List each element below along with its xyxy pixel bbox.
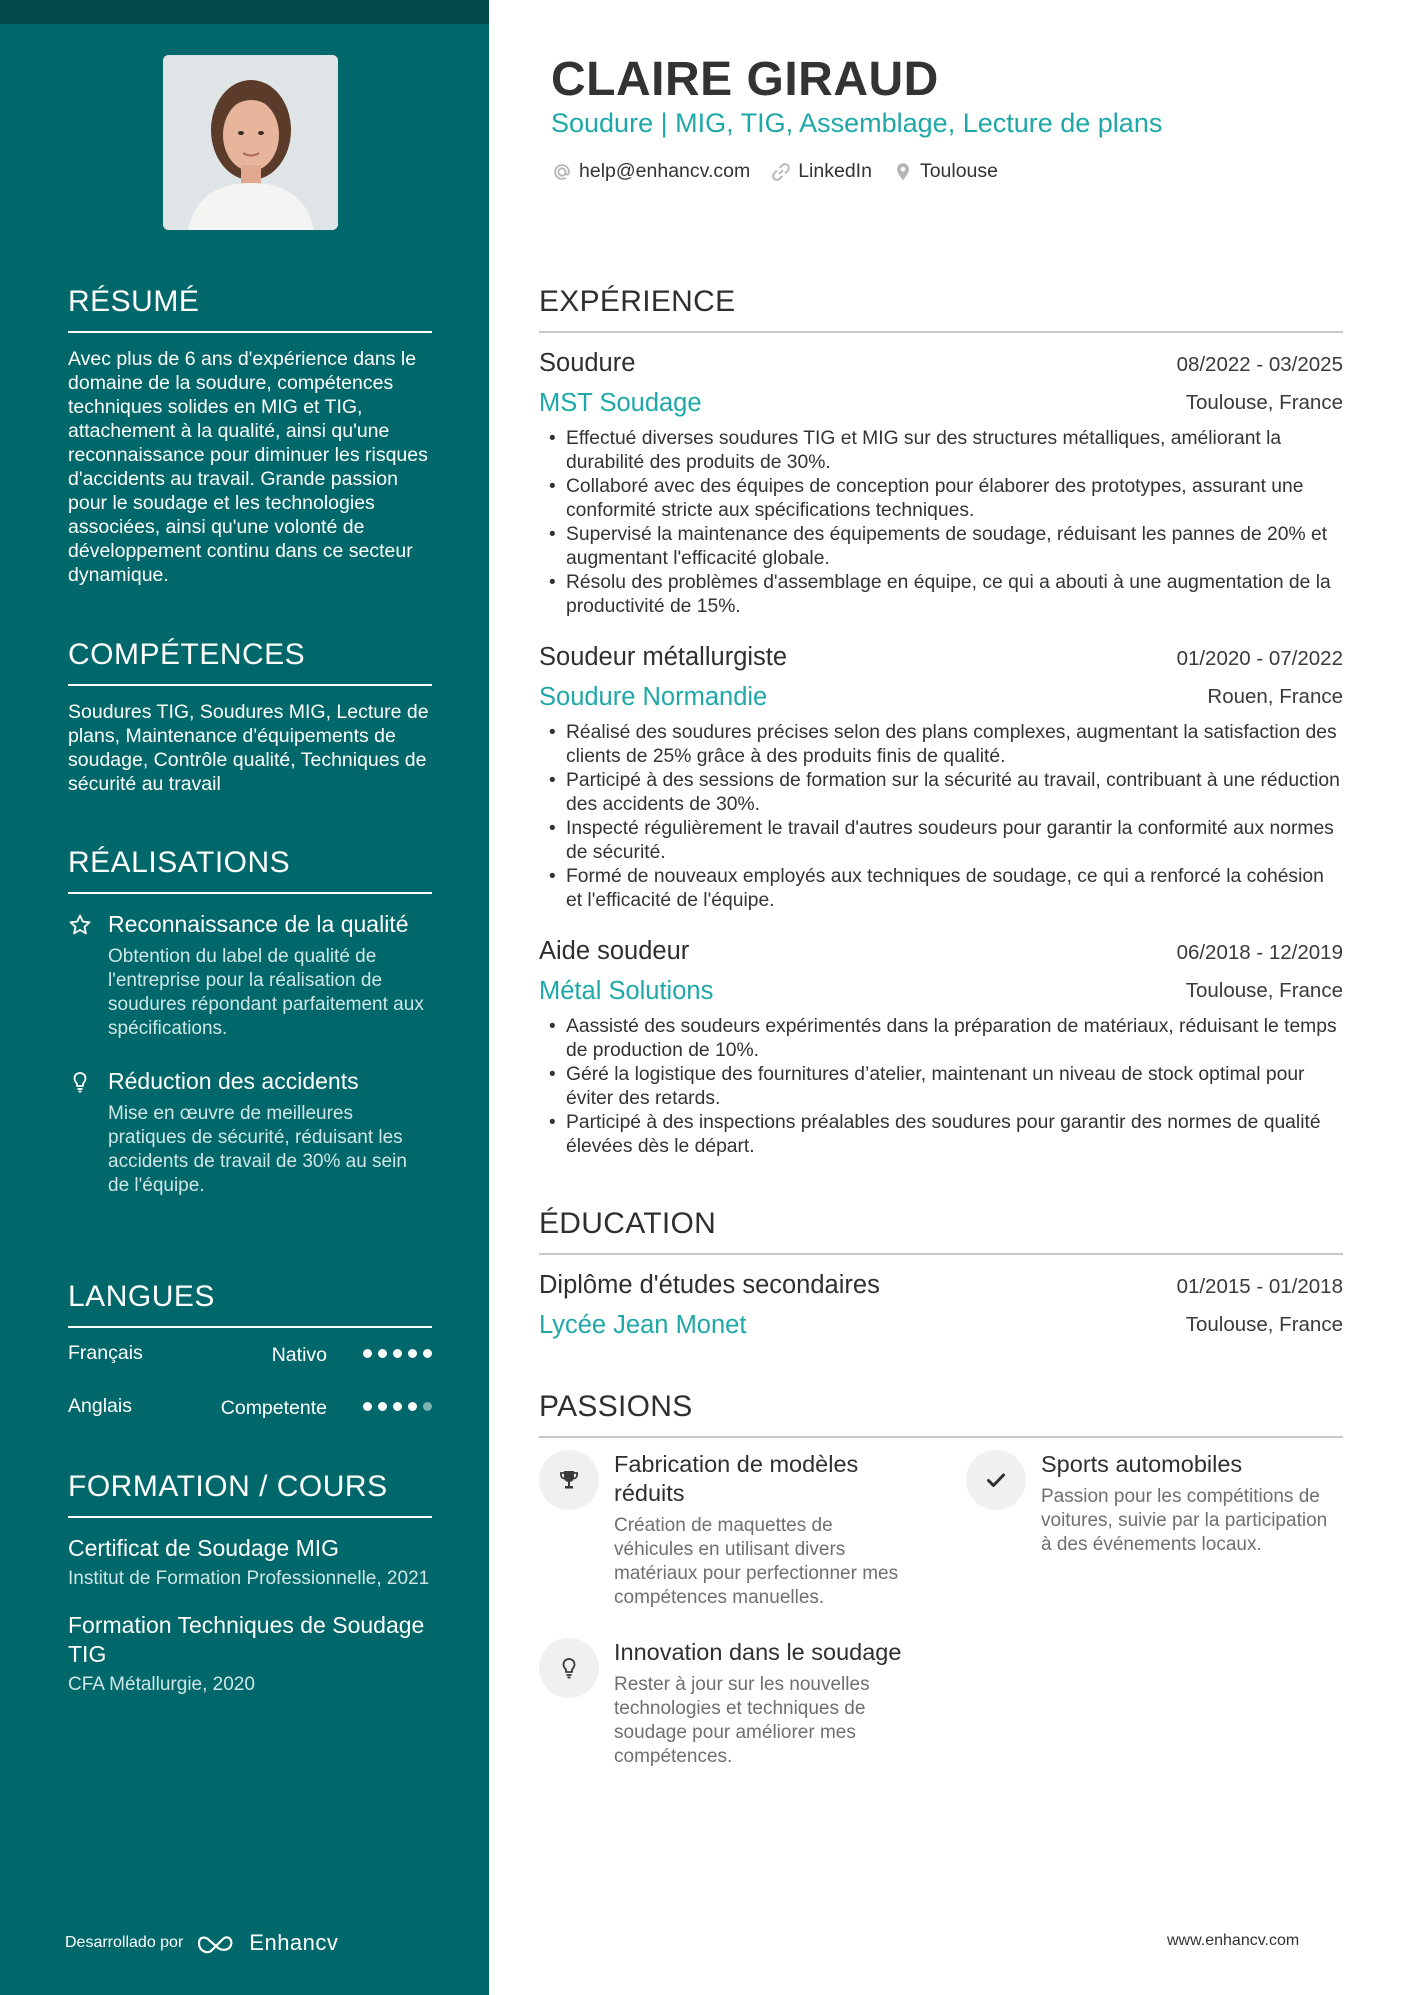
lightbulb-icon: [557, 1656, 581, 1680]
passions-title: PASSIONS: [539, 1390, 1343, 1438]
passion-desc: Rester à jour sur les nouvelles technologies et techniques de soudage pour améliorer mes compétences.: [614, 1674, 870, 1767]
profile-photo: [163, 55, 338, 230]
job-entry: [539, 937, 1343, 1159]
job-location: Rouen, France: [1207, 685, 1343, 708]
lightbulb-icon: [68, 1070, 92, 1094]
rating-dot: [363, 1349, 372, 1358]
bullet-item: • Réalisé des soudures précises selon des plans complexes, augmentant la satisfaction des clients de 25% grâce à des produits finis de qualité.: [539, 721, 1343, 769]
rating-dot: [423, 1349, 432, 1358]
enhancv-logo[interactable]: [195, 1930, 338, 1956]
language-row: [68, 1328, 432, 1381]
bullet-item: • Aassisté des soudeurs expérimentés dans la préparation de matériaux, réduisant le temps de production de 10%.: [539, 1015, 1343, 1063]
job-company: MST Soudage: [539, 389, 702, 417]
main-content: [539, 0, 1343, 1995]
language-level: Nativo: [271, 1344, 327, 1366]
job-entry: [539, 349, 1343, 619]
bullet-item: • Inspecté régulièrement le travail d'autres soudeurs pour garantir la conformité aux normes de sécurité.: [539, 817, 1343, 865]
bullet-item: • Effectué diverses soudures TIG et MIG sur des structures métalliques, améliorant la durabilité des produits de 30%.: [539, 427, 1343, 475]
job-bullets: [539, 721, 1343, 913]
job-bullets: [539, 1015, 1343, 1159]
profile-photo-illustration: [163, 55, 338, 230]
email-text: help@enhancv.com: [579, 160, 751, 182]
languages-title: LANGUES: [68, 1280, 432, 1328]
job-company: Soudure Normandie: [539, 683, 768, 711]
at-icon: [551, 161, 573, 183]
language-rating: [363, 1349, 432, 1358]
rating-dot: [393, 1349, 402, 1358]
courses-section: [68, 1470, 432, 1697]
achievement-item: [68, 1067, 432, 1198]
job-bullets: [539, 427, 1343, 619]
bullet-item: • Participé à des inspections préalables des soudures pour garantir des normes de qualité élevées dès le départ.: [539, 1111, 1343, 1159]
bullet-item: • Collaboré avec des équipes de conception pour élaborer des prototypes, assurant une conformité stricte aux spécifications techniques.: [539, 475, 1343, 523]
contact-bar: [551, 160, 998, 183]
contact-linkedin[interactable]: [770, 160, 872, 183]
passion-title: Innovation dans le soudage: [614, 1639, 902, 1665]
rating-dot: [363, 1402, 372, 1411]
bullet-item: • Supervisé la maintenance des équipements de soudage, réduisant les pannes de 20% et augmentant l'efficacité globale.: [539, 523, 1343, 571]
trophy-icon: [557, 1468, 581, 1492]
powered-by-label: Desarrollado por: [65, 1934, 184, 1951]
job-company: Métal Solutions: [539, 977, 714, 1005]
experience-section: [539, 285, 1343, 1159]
bullet-item: • Formé de nouveaux employés aux techniques de soudage, ce qui a renforcé la cohésion et l'efficacité de l'équipe.: [539, 865, 1343, 913]
resume-section: [68, 285, 432, 587]
language-name: Anglais: [68, 1395, 132, 1417]
rating-dot: [408, 1349, 417, 1358]
passions-section: [539, 1390, 1343, 1767]
sidebar-top-bar: [0, 0, 489, 24]
candidate-headline: Soudure | MIG, TIG, Assemblage, Lecture de plans: [551, 108, 1163, 138]
achievement-title: Reconnaissance de la qualité: [108, 911, 409, 937]
rating-dot: [393, 1402, 402, 1411]
bullet-item: • Géré la logistique des fournitures d’atelier, maintenant un niveau de stock optimal pour éviter des retards.: [539, 1063, 1343, 1111]
job-title: Soudure: [539, 349, 636, 377]
achievement-desc: Mise en œuvre de meilleures pratiques de sécurité, réduisant les accidents de travail de 30% au sein de l'équipe.: [108, 1103, 407, 1196]
job-location: Toulouse, France: [1185, 979, 1343, 1002]
course-title: Formation Techniques de Soudage TIG: [68, 1612, 425, 1667]
powered-by: [65, 1930, 338, 1956]
passion-desc: Création de maquettes de véhicules en utilisant divers matériaux pour perfectionner mes compétences manuelles.: [614, 1515, 899, 1608]
passion-icon-circle: [539, 1638, 599, 1698]
contact-location: [892, 160, 998, 183]
courses-title: FORMATION / COURS: [68, 1470, 432, 1518]
location-text: Toulouse: [919, 160, 998, 182]
language-rating: [363, 1402, 432, 1411]
star-icon: [68, 913, 92, 937]
rating-dot: [408, 1402, 417, 1411]
education-entry: [539, 1271, 1343, 1343]
languages-section: [68, 1280, 432, 1434]
job-title: Soudeur métallurgiste: [539, 643, 788, 671]
skills-section: [68, 638, 432, 796]
candidate-name: CLAIRE GIRAUD: [551, 53, 939, 106]
achievements-title: RÉALISATIONS: [68, 846, 432, 894]
rating-dot: [378, 1349, 387, 1358]
school-location: Toulouse, France: [1185, 1313, 1343, 1336]
enhancv-name: Enhancv: [249, 1930, 339, 1955]
job-title: Aide soudeur: [539, 937, 690, 965]
linkedin-text: LinkedIn: [798, 160, 872, 182]
school-name: Lycée Jean Monet: [539, 1311, 747, 1339]
degree-title: Diplôme d'études secondaires: [539, 1271, 880, 1299]
website-link[interactable]: www.enhancv.com: [1167, 1932, 1300, 1949]
passion-title: Sports automobiles: [1041, 1451, 1243, 1477]
link-icon: [770, 161, 792, 183]
job-entry: [539, 643, 1343, 913]
achievement-title: Réduction des accidents: [108, 1068, 359, 1094]
skills-title: COMPÉTENCES: [68, 638, 432, 686]
passion-title: Fabrication de modèles réduits: [614, 1451, 859, 1506]
resume-text: Avec plus de 6 ans d'expérience dans le domaine de la soudure, compétences techniques solides en MIG et TIG, attachement à la qualité, ainsi qu'une reconnaissance pour diminuer les risques d'accidents au travail. Grande passion pour le soudage et les technologies associées, ainsi qu'une volonté de développement continu dans ce secteur dynamique.: [68, 348, 428, 586]
language-level: Competente: [220, 1397, 327, 1419]
skills-text: Soudures TIG, Soudures MIG, Lecture de plans, Maintenance d'équipements de soudage, Contrôle qualité, Techniques de sécurité au travail: [68, 701, 429, 795]
job-location: Toulouse, France: [1185, 391, 1343, 414]
passion-icon-circle: [966, 1450, 1026, 1510]
contact-email[interactable]: [551, 160, 750, 183]
sidebar: [0, 0, 489, 1995]
job-dates: 06/2018 - 12/2019: [1176, 941, 1343, 964]
course-institution: Institut de Formation Professionnelle, 2021: [68, 1568, 430, 1589]
passion-desc: Passion pour les compétitions de voitures, suivie par la participation à des événements locaux.: [1041, 1486, 1328, 1555]
resume-title: RÉSUMÉ: [68, 285, 432, 333]
location-pin-icon: [892, 161, 914, 183]
achievement-desc: Obtention du label de qualité de l'entreprise pour la réalisation de soudures répondant parfaitement aux spécifications.: [108, 946, 424, 1039]
checkmark-icon: [984, 1468, 1008, 1492]
language-row: [68, 1381, 432, 1434]
course-item: [68, 1534, 432, 1591]
achievement-item: [68, 910, 432, 1041]
achievements-section: [68, 846, 432, 1198]
rating-dot: [423, 1402, 432, 1411]
course-institution: CFA Métallurgie, 2020: [68, 1674, 255, 1695]
education-section: [539, 1207, 1343, 1343]
education-title: ÉDUCATION: [539, 1207, 1343, 1255]
job-dates: 08/2022 - 03/2025: [1176, 353, 1343, 376]
job-dates: 01/2020 - 07/2022: [1176, 647, 1343, 670]
passion-icon-circle: [539, 1450, 599, 1510]
course-title: Certificat de Soudage MIG: [68, 1535, 340, 1561]
experience-title: EXPÉRIENCE: [539, 285, 1343, 333]
enhancv-logo-icon: [195, 1932, 239, 1954]
bullet-item: • Participé à des sessions de formation sur la sécurité au travail, contribuant à une réduction des accidents de 30%.: [539, 769, 1343, 817]
rating-dot: [378, 1402, 387, 1411]
bullet-item: • Résolu des problèmes d'assemblage en équipe, ce qui a abouti à une augmentation de la productivité de 15%.: [539, 571, 1343, 619]
language-name: Français: [68, 1342, 143, 1364]
course-item: [68, 1611, 432, 1697]
education-dates: 01/2015 - 01/2018: [1176, 1275, 1343, 1298]
